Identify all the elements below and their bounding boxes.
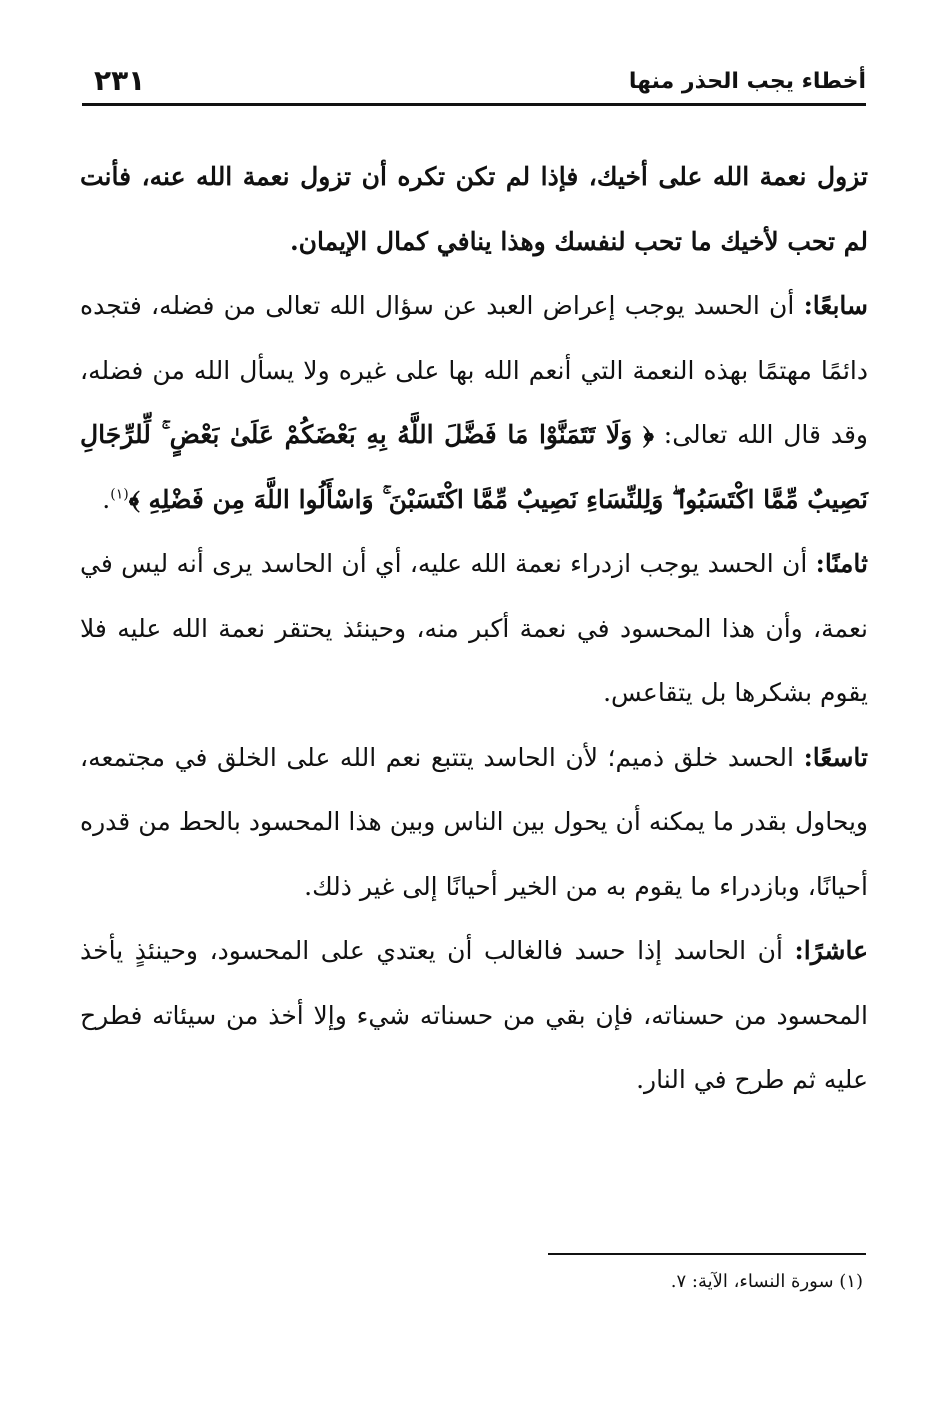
paragraph-lead: ثامنًا: xyxy=(815,549,868,578)
paragraph-tenth xyxy=(80,919,868,1113)
paragraph-text: تزول نعمة الله على أخيك، فإذا لم تكن تكره أن تزول نعمة الله عنه، فأنت لم تحب لأخيك ما تحب لنفسك وهذا ينافي كمال الإيمان. xyxy=(80,162,868,256)
page-number: ٢٣١ xyxy=(94,64,146,97)
paragraph-continuation xyxy=(80,145,868,274)
footnote: (١) سورة النساء، الآية: ٧. xyxy=(670,1271,863,1292)
paragraph-lead: تاسعًا: xyxy=(803,742,868,772)
paragraph-text: الحسد خلق ذميم؛ لأن الحاسد يتتبع نعم الله على الخلق في مجتمعه، ويحاول بقدر ما يمكنه أن يحول بين الناس وبين هذا المحسود بالحط من قدره أحيانًا، وبازدراء ما يقوم به من الخير أحيانًا إلى غير ذلك. xyxy=(80,742,868,901)
footnote-rule xyxy=(548,1253,866,1255)
book-title: أخطاء يجب الحذر منها xyxy=(628,69,866,94)
paragraph-ninth xyxy=(80,726,868,920)
body-text xyxy=(80,145,868,1113)
header-rule xyxy=(82,103,866,106)
paragraph-text: أن الحسد يوجب ازدراء نعمة الله عليه، أي أن الحاسد يرى أنه ليس في نعمة، وأن هذا المحسود في نعمة أكبر منه، وحينئذ يحتقر نعمة الله عليه فلا يقوم بشكرها بل يتقاعس. xyxy=(80,549,868,707)
paragraph-lead: عاشرًا: xyxy=(794,936,868,965)
paragraph-eighth xyxy=(80,532,868,726)
paragraph-text: أن الحاسد إذا حسد فالغالب أن يعتدي على المحسود، وحينئذٍ يأخذ المحسود من حسناته، فإن بقي من حسناته شيء وإلا أخذ من سيئاته فطرح عليه ثم طرح في النار. xyxy=(80,936,868,1094)
running-header xyxy=(84,62,866,102)
quran-verse: ﴿ وَلَا تَتَمَنَّوْا مَا فَضَّلَ اللَّهُ بِهِ بَعْضَكُمْ عَلَىٰ بَعْضٍ ۚ لِّلرِّجَالِ نَصِيبٌ مِّمَّا اكْتَسَبُوا ۖ وَلِلنِّسَاءِ نَصِيبٌ مِّمَّا اكْتَسَبْنَ ۚ وَاسْأَلُوا اللَّهَ مِن فَضْلِهِ ﴾ xyxy=(80,420,868,514)
paragraph-seventh: سابعًا: أن الحسد يوجب إعراض العبد عن سؤال الله تعالى من فضله، فتجده دائمًا مهتمًا بهذه النعمة التي أنعم الله بها على غيره ولا يسأل الله من فضله، وقد قال الله تعالى: ﴿ وَلَا تَتَمَنَّوْا مَا فَضَّلَ اللَّهُ بِهِ بَعْضَكُمْ عَلَىٰ بَعْضٍ ۚ لِّلرِّجَالِ نَصِيبٌ مِّمَّا اكْتَسَبُوا ۖ وَلِلنِّسَاءِ نَصِيبٌ مِّمَّا اكْتَسَبْنَ ۚ وَاسْأَلُوا اللَّهَ مِن فَضْلِهِ ﴾$^{(١)}$. xyxy=(80,291,868,514)
paragraph-text: أن الحسد يوجب إعراض العبد عن سؤال الله تعالى من فضله، فتجده دائمًا مهتمًا بهذه النعمة التي أنعم الله بها على غيره ولا يسأل الله من فضله، وقد قال الله تعالى: xyxy=(80,291,868,449)
paragraph-lead: سابعًا: xyxy=(803,291,868,320)
footnote-reference: (١) xyxy=(110,486,129,503)
